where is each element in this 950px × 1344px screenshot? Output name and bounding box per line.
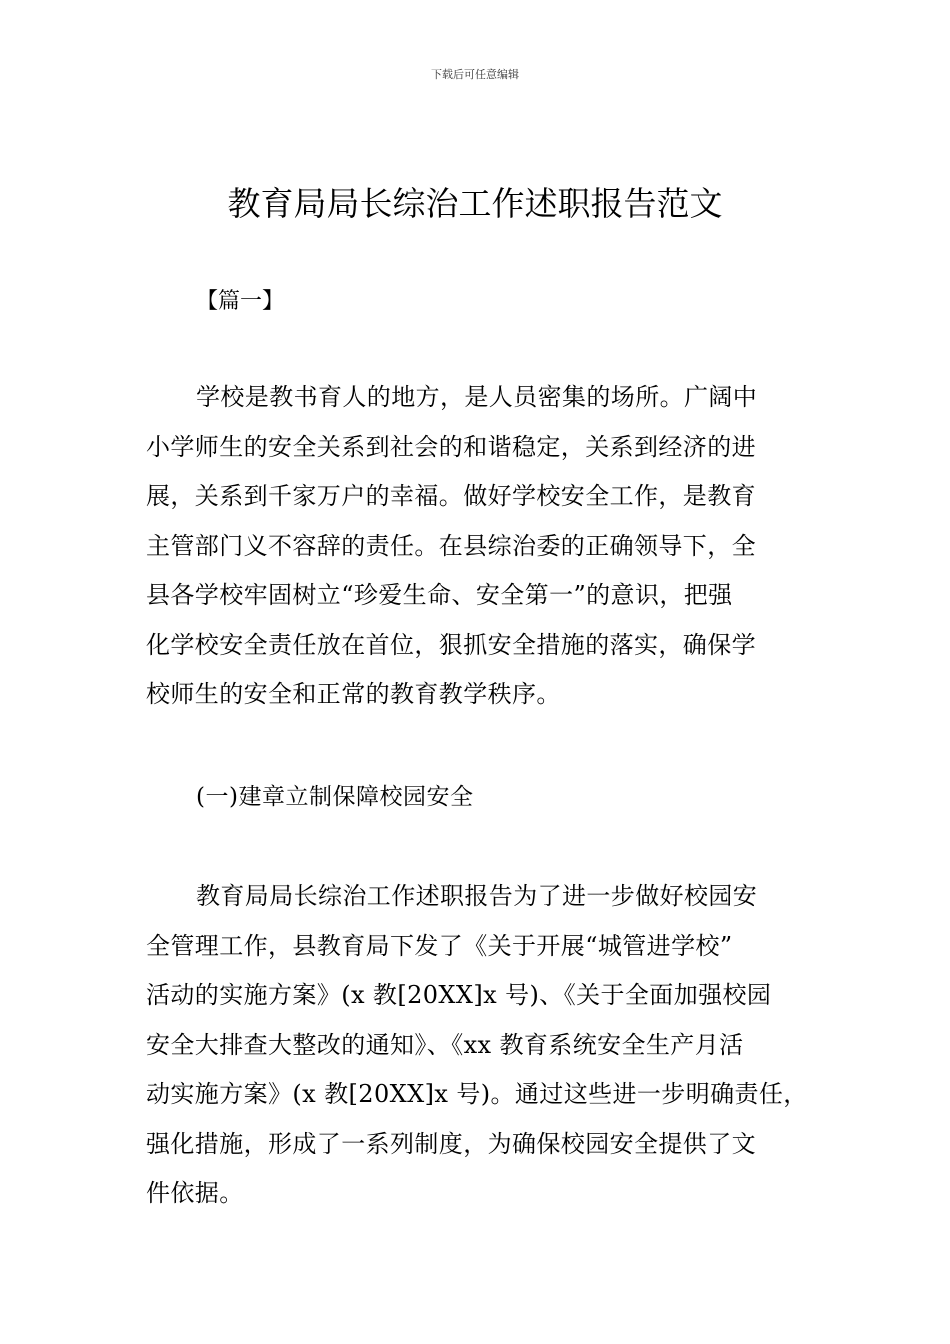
paragraph-line: 校师生的安全和正常的教育教学秩序。 <box>146 680 561 708</box>
paragraph-line: 主管部门义不容辞的责任。在县综治委的正确领导下，全 <box>146 531 756 560</box>
paragraph-line: 教育局局长综治工作述职报告为了进一步做好校园安 <box>196 882 758 910</box>
paragraph-line: 件依据。 <box>146 1179 244 1207</box>
subheading-rules: (一)建章立制保障校园安全 <box>196 784 474 810</box>
paragraph-rules <box>146 872 826 1219</box>
paragraph-line: 化学校安全责任放在首位，狠抓安全措施的落实，确保学 <box>146 630 756 659</box>
paragraph-line: 动实施方案》(x 教[20XX]x 号)。通过这些进一步明确责任， <box>146 1080 808 1108</box>
document-title: 教育局局长综治工作述职报告范文 <box>227 184 723 223</box>
header-note: 下载后可任意编辑 <box>431 68 519 81</box>
paragraph-line: 学校是教书育人的地方，是人员密集的场所。广阔中 <box>196 383 758 411</box>
paragraph-line: 全管理工作，县教育局下发了《关于开展“城管进学校” <box>146 931 733 960</box>
paragraph-line: 强化措施，形成了一系列制度，为确保校园安全提供了文 <box>146 1129 756 1158</box>
paragraph-line: 小学师生的安全关系到社会的和谐稳定，关系到经济的进 <box>146 432 756 461</box>
section-label: 【篇一】 <box>196 289 285 314</box>
paragraph-line: 展，关系到千家万户的幸福。做好学校安全工作，是教育 <box>146 482 756 510</box>
paragraph-line: 县各学校牢固树立“珍爱生命、安全第一”的意识，把强 <box>146 581 733 609</box>
paragraph-line: 安全大排查大整改的通知》、《xx 教育系统安全生产月活 <box>146 1030 744 1059</box>
paragraph-line: 活动的实施方案》(x 教[20XX]x 号)、《关于全面加强校园 <box>146 981 772 1009</box>
paragraph-intro <box>146 373 826 720</box>
